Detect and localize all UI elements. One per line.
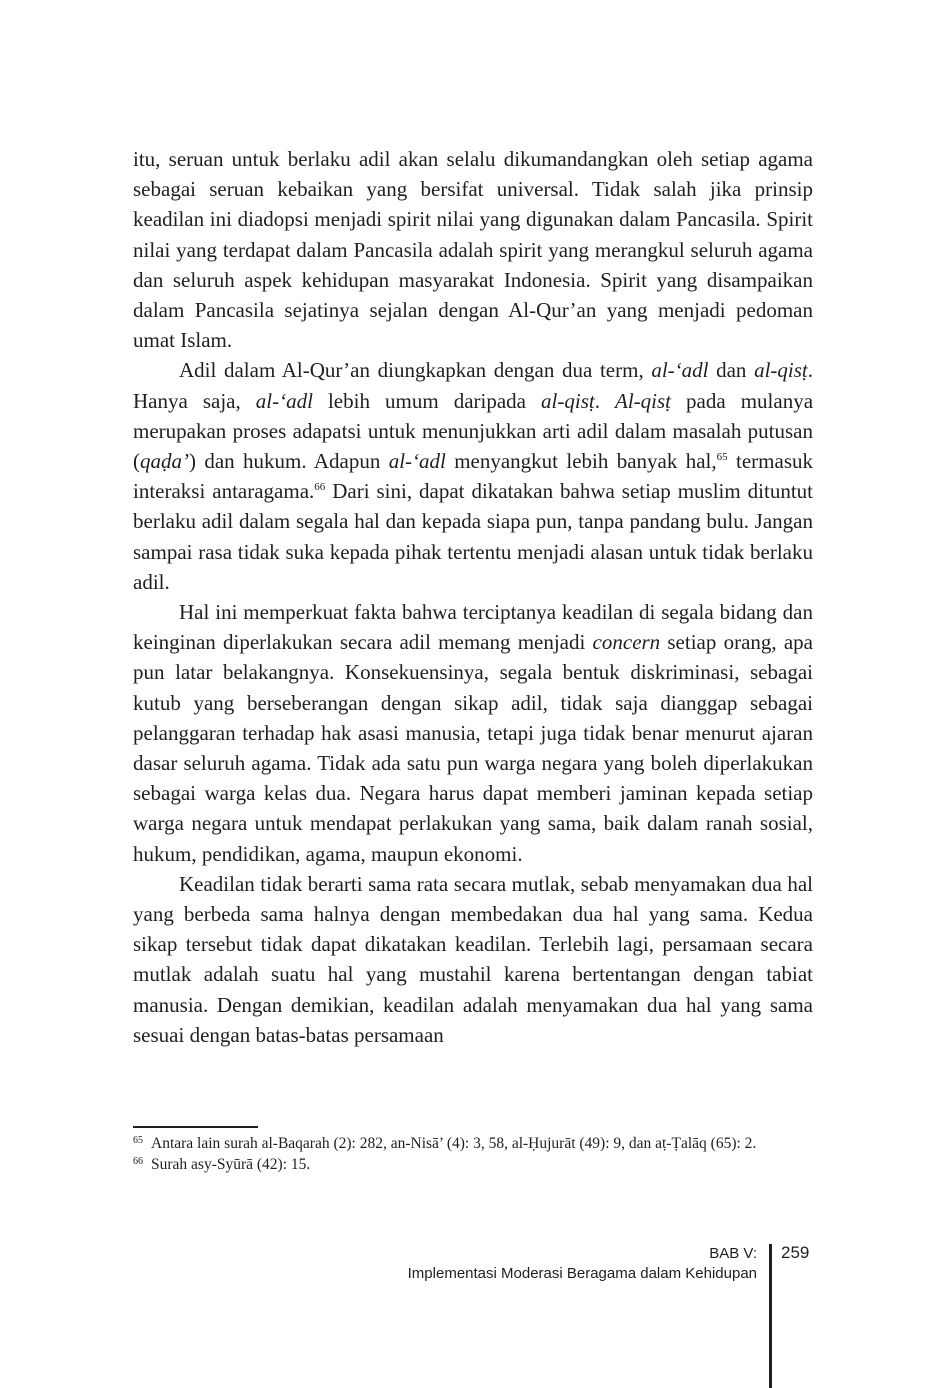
footnote-number: 65 — [133, 1135, 143, 1146]
running-footer — [408, 1244, 757, 1284]
term-al-adl: al-‘adl — [388, 449, 446, 474]
paragraph-4-text: Keadilan tidak berarti sama rata secara mutlak, sebab menyamakan dua hal yang berbeda sama halnya dengan membedakan dua hal yang sama. Kedua sikap tersebut tidak dapat dikatakan keadilan. Terlebih lagi, persamaan secara mutlak adalah suatu hal yang mustahil karena bertentangan dengan tabiat manusia. Dengan demikian, keadilan adalah menyamakan dua hal yang sama sesuai dengan batas-batas persamaan — [133, 871, 813, 1047]
footnote-65 — [133, 1133, 813, 1154]
footnote-number: 66 — [133, 1156, 143, 1167]
footnote-66 — [133, 1154, 813, 1175]
paragraph-2-text: dan — [708, 358, 755, 383]
paragraph-2-text: ) dan hukum. Adapun — [189, 449, 389, 474]
chapter-title: Implementasi Moderasi Beragama dalam Kehidupan — [407, 1265, 757, 1282]
footnote-ref-65[interactable]: 65 — [716, 451, 728, 464]
term-al-qist: Al-qisṭ — [615, 388, 671, 413]
paragraph-3-text: Hal ini memperkuat fakta bahwa terciptanya keadilan di segala bidang dan keinginan diperlakukan secara adil memang menjadi — [133, 600, 813, 655]
term-al-adl: al-‘adl — [255, 388, 313, 413]
paragraph-3-text: setiap orang, apa pun latar belakangnya. Konsekuensinya, segala bentuk diskriminasi, sebagai kutub yang berseberangan dengan sikap adil, tidak saja dianggap sebagai pelanggaran terhadap hak asasi manusia, tetapi juga tidak benar menurut ajaran dasar seluruh agama. Tidak ada satu pun warga negara yang boleh diperlakukan sebagai warga kelas dua. Negara harus dapat memberi jaminan kepada setiap warga negara untuk mendapat perlakukan yang sama, baik dalam ranah sosial, hukum, pendidikan, agama, maupun ekonomi. — [133, 630, 813, 866]
paragraph-2-text: Adil dalam Al-Qur’an diungkapkan dengan dua term, — [179, 358, 652, 383]
page-number: 259 — [781, 1243, 810, 1262]
term-al-qist: al-qisṭ — [541, 388, 595, 413]
term-al-adl: al-‘adl — [651, 358, 709, 383]
paragraph-3 — [133, 597, 813, 869]
paragraph-2-text: . Hanya saja, — [133, 358, 813, 413]
term-al-qist: al-qisṭ — [754, 358, 808, 383]
paragraph-2-text: menyangkut lebih banyak hal, — [445, 449, 717, 474]
paragraph-2-text: . — [594, 388, 615, 413]
paragraph-2-text: termasuk interaksi antaragama. — [133, 449, 813, 504]
paragraph-2 — [133, 355, 813, 597]
term-qada: qaḍa’ — [140, 449, 189, 474]
paragraph-2-text: pada mulanya merupakan proses adapatsi untuk menunjukkan arti adil dalam masalah putusan ( — [133, 388, 814, 474]
paragraph-4 — [133, 869, 813, 1050]
body-text — [133, 144, 813, 1050]
footnote-text: Surah asy-Syūrā (42): 15. — [151, 1156, 311, 1173]
footnote-ref-66[interactable]: 66 — [314, 481, 326, 494]
footnotes — [133, 1133, 813, 1175]
paragraph-2-text: lebih umum daripada — [312, 388, 542, 413]
paragraph-2-text: Dari sini, dapat dikatakan bahwa setiap muslim dituntut berlaku adil dalam segala hal dan kepada siapa pun, tanpa pandang bulu. Jangan sampai rasa tidak suka kepada pihak tertentu menjadi alasan untuk tidak berlaku adil. — [133, 479, 814, 594]
footer-vertical-rule — [769, 1244, 772, 1388]
chapter-label: BAB V: — [709, 1245, 757, 1262]
term-concern: concern — [592, 630, 661, 655]
footnote-text: Antara lain surah al-Baqarah (2): 282, an-Nisā’ (4): 3, 58, al-Ḥujurāt (49): 9, dan aṭ-Ṭalāq (65): 2. — [151, 1135, 757, 1152]
paragraph-1 — [133, 144, 813, 355]
footnote-divider — [133, 1126, 258, 1128]
paragraph-1-text: itu, seruan untuk berlaku adil akan selalu dikumandangkan oleh setiap agama sebagai seruan kebaikan yang bersifat universal. Tidak salah jika prinsip keadilan ini diadopsi menjadi spirit nilai yang digunakan dalam Pancasila. Spirit nilai yang terdapat dalam Pancasila adalah spirit yang merangkul seluruh agama dan seluruh aspek kehidupan masyarakat Indonesia. Spirit yang disampaikan dalam Pancasila sejatinya sejalan dengan Al-Qur’an yang menjadi pedoman umat Islam. — [133, 147, 813, 353]
